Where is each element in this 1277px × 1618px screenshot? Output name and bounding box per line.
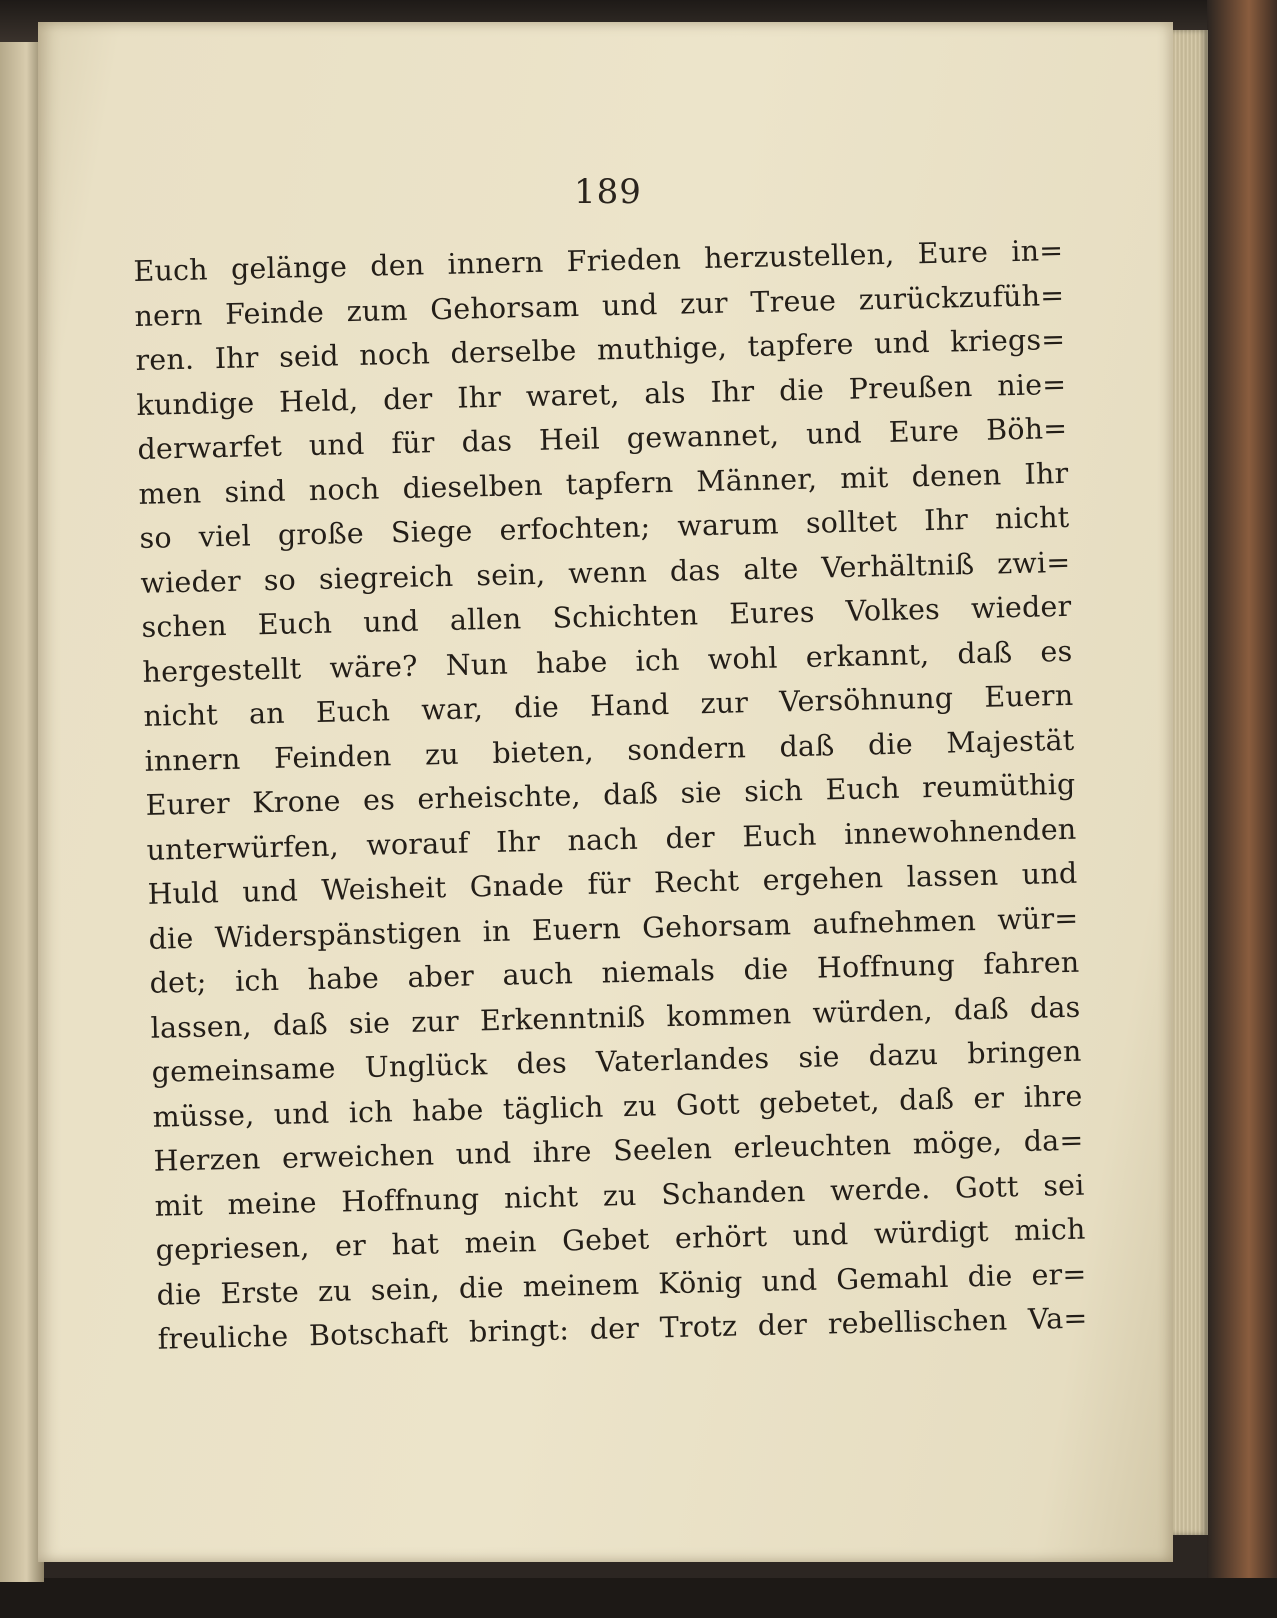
text-line: nern Feinde zum Gehorsam und zur Treue zurückzufüh= [134, 278, 1065, 333]
text-line: ren. Ihr seid noch derselbe muthige, tapfere und kriegs= [135, 322, 1066, 377]
text-line: wieder so siegreich sein, wenn das alte Verhältniß zwi= [140, 545, 1071, 600]
text-line: innern Feinden zu bieten, sondern daß die Majestät [144, 723, 1075, 778]
text-line: men sind noch dieselben tapfern Männer, mit denen Ihr [138, 456, 1069, 511]
text-line: die Erste zu sein, die meinem König und Gemahl die er= [156, 1257, 1087, 1312]
text-line: det; ich habe aber auch niemals die Hoffnung fahren [149, 945, 1080, 1000]
text-line: derwarfet und für das Heil gewannet, und Eure Böh= [137, 411, 1068, 466]
text-line: gemeinsame Unglück des Vaterlandes sie dazu bringen [151, 1034, 1082, 1089]
text-line: Huld und Weisheit Gnade für Recht ergehen lassen und [147, 856, 1078, 911]
text-line: schen Euch und allen Schichten Eures Volkes wieder [141, 589, 1072, 644]
text-line: lassen, daß sie zur Erkenntniß kommen würden, daß das [150, 990, 1081, 1045]
text-line: Eurer Krone es erheischte, daß sie sich Euch reumüthig [145, 767, 1076, 822]
text-line: unterwürfen, worauf Ihr nach der Euch innewohnenden [146, 812, 1077, 867]
text-line: müsse, und ich habe täglich zu Gott gebetet, daß er ihre [152, 1079, 1083, 1134]
text-line: kundige Held, der Ihr waret, als Ihr die Preußen nie= [136, 367, 1067, 422]
book-cover-right [1207, 0, 1277, 1618]
book-cover-bottom [0, 1578, 1277, 1618]
page-text-block [133, 229, 1088, 1362]
text-line: gepriesen, er hat mein Gebet erhört und würdigt mich [155, 1212, 1086, 1267]
text-line: Herzen erweichen und ihre Seelen erleuchten möge, da= [153, 1123, 1084, 1178]
text-line: Euch gelänge den innern Frieden herzustellen, Eure in= [133, 233, 1064, 288]
text-line: so viel große Siege erfochten; warum solltet Ihr nicht [139, 500, 1070, 555]
page-number: 189 [574, 172, 642, 212]
text-line: freuliche Botschaft bringt: der Trotz der rebellischen Va= [157, 1301, 1088, 1356]
text-line: die Widerspänstigen in Euern Gehorsam aufnehmen wür= [148, 901, 1079, 956]
text-line: mit meine Hoffnung nicht zu Schanden werde. Gott sei [154, 1168, 1085, 1223]
page-stack-edge [1168, 30, 1208, 1535]
book-page [38, 22, 1173, 1562]
text-line: nicht an Euch war, die Hand zur Versöhnung Euern [143, 678, 1074, 733]
text-line: hergestellt wäre? Nun habe ich wohl erkannt, daß es [142, 634, 1073, 689]
